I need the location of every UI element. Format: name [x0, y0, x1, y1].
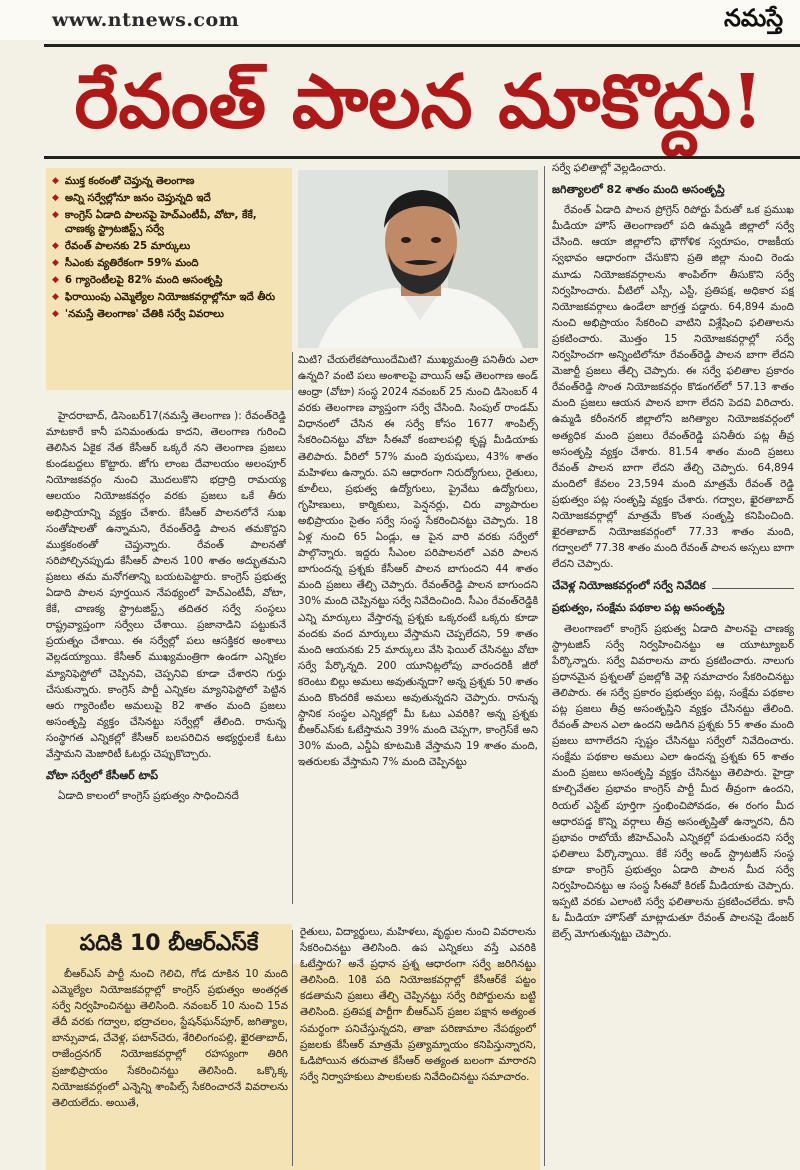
headline-rule — [44, 156, 800, 159]
highlight-text: సీఎంకు వ్యతిరేకంగా 59% మంది — [64, 257, 199, 269]
chief-minister-photo — [298, 170, 538, 348]
diamond-bullet-icon: ◆ — [52, 309, 59, 319]
highlight-text: ముక్త కంఠంతో చెప్తున్న తెలంగాణ — [64, 175, 195, 187]
highlight-text: కాంగ్రెస్ ఏడాది పాలనపై హెచ్ఎంటీవీ, వోటా, కేకే, చాణక్య స్ట్రాటజిస్ట్స్ సర్వే — [64, 209, 257, 235]
box-title: పదికి 10 బీఆర్ఎస్‌కే — [46, 924, 292, 964]
portrait-image — [298, 170, 538, 348]
col3-subhead: చేవెళ్ల నియోజకవర్గంలో సర్వే నివేదిక — [552, 579, 706, 593]
highlight-item — [52, 208, 286, 236]
top-rule — [44, 44, 800, 47]
box-column-left — [52, 966, 288, 1168]
column-2 — [298, 352, 538, 914]
col2-paragraph: మిటి? చేయలేకపోయిందేమిటి? ముఖ్యమంత్రి పనితీరు ఎలా ఉన్నది? వంటి పలు అంశాలపై వాయిస్ ఆఫ్ తెలంగాణ అండ్ ఆంధ్రా (వోటా) సంస్థ 2024 నవంబర్ 25 నుంచి డిసెంబర్ 4 వరకు తెలంగాణ వ్యాప్తంగా సర్వే చేసింది. సింపుల్ రాండమ్ విధానంలో చేసిన ఈ సర్వే కోసం 1677 శాంపిల్స్ సేకరించినట్టు వోటా సీఈవో కంబాలపల్లి కృష్ణ మీడియాకు తెలిపారు. వీరిలో 57% మంది పురుషులు, 43% శాతం మహిళలు ఉన్నారు. పని ఆధారంగా నిరుద్యోగులు, రైతులు, కూలీలు, ప్రభుత్వ ఉద్యోగులు, ప్రైవేటు ఉద్యోగులు, గృహిణులు, కార్మికులు, పెన్షనర్లు, చిరు వ్యాపారుల అభిప్రాయం సైతం సర్వే సంస్థ సేకరించినట్టు చెప్పారు. 18 ఏళ్ల నుంచి 65 ఏండ్లు, ఆ పైన వారి వరకు సర్వేలో పాల్గొన్నారు. ఇద్దరు సీఎంల పరిపాలనలో ఎవరి పాలన బాగుందన్న ప్రశ్నకు కేసీఆర్ పాలన బాగుందని 44 శాతం మంది ప్రజలు తేల్చి చెప్పారు. రేవంత్‌రెడ్డి పాలన బాగుందని 30% మంది చెప్పినట్టు సర్వే నివేదించింది. సీఎం రేవంత్‌రెడ్డికి ఎన్ని మార్కులు వేస్తారన్న ప్రశ్నకు ఒక్కరంటే ఒక్కరు కూడా వందకు వంద మార్కులు వేస్తామని చెప్పలేదని, 59 శాతం మంది ఆయనకు 25 మార్కులు వేసి ఫెయిల్ చేసినట్టు వోటా సర్వే పేర్కొన్నది. 200 యూనిట్లలోపు వారందరికీ జీరో కరెంటు బిల్లు అమలు అవుతున్నదా? అన్న ప్రశ్నకు 50 శాతం మంది కొందరికే అమలు అవుతున్నదని చెప్పారు. రానున్న స్థానిక సంస్థల ఎన్నికల్లో మీ ఓటు ఎవరికి? అన్న ప్రశ్నకు బీఆర్ఎస్‌కు ఓటేస్తామని 39% మంది చెప్పగా, కాంగ్రెస్‌కే అని 30% మంది, ఎన్డీఏ కూటమికి వేస్తామని 19 శాతం మంది, ఇతరులకు వేస్తామని 7% మంది చెప్పినట్టు — [298, 354, 538, 769]
diamond-bullet-icon: ◆ — [52, 275, 59, 285]
highlight-text: ఫిరాయింపు ఎమ్మెల్యేల నియోజకవర్గాల్లోనూ ఇదే తీరు — [64, 291, 276, 303]
highlight-item — [52, 239, 286, 253]
box-divider — [292, 930, 293, 1166]
site-url[interactable]: www.ntnews.com — [52, 9, 240, 31]
highlight-text: అన్ని సర్వేల్లోనూ జనం చెప్తున్నది ఇదే — [64, 192, 211, 204]
col3-text: రేవంత్ ఏడాది పాలన ప్రోగ్రెస్ రిపోర్టు పేరుతో ఒక ప్రముఖ మీడియా హౌస్ తెలంగాణలో పది ఉమ్మడి జిల్లాలో సర్వే చేసింది. ఆయా జిల్లాలోని భౌగోళిక స్వరూపం, రాజకీయ స్వభావం ఆధారంగా చేసుకొని ప్రతి జిల్లా నుంచి రెండు మూడు నియోజకవర్గాలను శాంపిల్‌గా తీసుకొని సర్వే నిర్వహించారు. వీటిలో ఎస్సీ, ఎస్టీ, ప్రతిపక్ష, అధికార పక్ష నియోజకవర్గాలు ఉండేలా జాగ్రత్త పడ్డారు. 64,894 మంది నుంచి అభిప్రాయం సేకరించి వాటిని విశ్లేషించి ఫలితాలను ప్రకటించారు. మొత్తం 15 నియోజకవర్గాల్లో సర్వే నిర్వహించగా అన్నింటిలోనూ రేవంత్‌రెడ్డి పాలన బాగా లేదని మెజార్టీ ప్రజలు తేల్చి చెప్పారు. ఈ సర్వే ఫలితాల ప్రకారం రేవంత్‌రెడ్డి సొంత నియోజకవర్గం కొడంగల్‌లో 57.13 శాతం మంది ప్రజలు ఆయన పాలన బాగా లేదని పెదవి విరిచారు. ఉమ్మడి కరీంనగర్ జిల్లాలోని జగిత్యాల నియోజకవర్గంలో అత్యధిక మంది ప్రజలు రేవంత్‌రెడ్డి పనితీరు పట్ల తీవ్ర అసంతృప్తి వ్యక్తం చేశారు. 81.54 శాతం మంది ప్రజలు రేవంత్ పాలన బాగా లేదని తేల్చి చెప్పారు. 64,894 మందిలో కేవలం 23,594 మంది మాత్రమే రేవంత్ రెడ్డి ప్రభుత్వం పట్ల సంతృప్తి వ్యక్తం చేశారు. గద్వాల, ఖైరతాబాద్ నియోజకవర్గాల్లో మాత్రమే కొంత సంతృప్తి కనిపించింది. ఖైరతాబాద్ నియోజకవర్గంలో 77.33 శాతం మంది, గద్వాలలో 77.38 శాతం మంది రేవంత్ పాలన అస్సలు బాగా లేదని చెప్పారు. — [552, 204, 794, 571]
highlight-text: 'నమస్తే తెలంగాణ' చేతికి సర్వే వివరాలు — [64, 308, 224, 320]
highlight-item — [52, 307, 286, 321]
highlights-box — [46, 168, 292, 390]
highlight-text: రేవంత్ పాలనకు 25 మార్కులు — [64, 240, 191, 252]
masthead-logo: నమస్తే — [724, 4, 784, 32]
col3-intro: సర్వే ఫలితాల్లో వెల్లడించారు. — [552, 162, 666, 174]
col1-subhead: వోటా సర్వేలో కేసీఆర్ టాప్ — [46, 769, 159, 783]
column-1 — [46, 408, 286, 924]
col3-subhead: జగిత్యాలలో 82 శాతం మంది అసంతృప్తి — [552, 183, 725, 197]
highlight-item — [52, 191, 286, 205]
box-text-left: బీఆర్ఎస్ పార్టీ నుంచి గెలిచి, గోడ దూకిన 10 మంది ఎమ్మెల్యేల నియోజకవర్గాల్లో కాంగ్రెస్ ప్రభుత్వం అంతర్గత సర్వే నిర్వహించినట్టు తెలిసింది. నవంబర్ 10 నుంచి 15వ తేదీ వరకు గద్వాల, భద్రాచలం, స్టేషన్‌ఘన్‌పూర్, జగిత్యాల, బాన్సువాడ, చేవెళ్ల, పటాన్‌చెరు, శేరిలింగంపల్లి, ఖైరతాబాద్, రాజేంద్రనగర్ నియోజకవర్గాల్లో రహస్యంగా తిరిగి ప్రజాభిప్రాయం సేకరించినట్టు తెలిసింది. ఒక్కొక్క నియోజకవర్గంలో ఎన్నెన్ని శాంపిల్స్ సేకరించారనే వివరాలను తెలియలేదు. అయితే, — [52, 968, 288, 1109]
column-divider — [292, 352, 293, 904]
highlight-text: 6 గ్యారెంటీలపై 82% మంది అసంతృప్తి — [64, 274, 223, 286]
col1-paragraph: హైదరాబాద్, డిసెంబర్17(నమస్తే తెలంగాణ ): రేవంత్‌రెడ్డి మాటకారే కానీ పనిమంతుడు కాదని, తెలంగాణ గురించి తెలిసిన ఏకైక నేత కేసీఆర్ ఒక్కరే నని తెలంగాణ ప్రజలు కుండబద్దలు కొట్టారు. జోగు లాంబ దేవాలయం అలంపూర్ నియోజకవర్గం నుంచి మొదలుకొని భద్రాద్రి రామయ్య ఆలయం నియోజకవర్గం వరకు ప్రజలు ఒకే తీరు అభిప్రాయాన్ని వ్యక్తం చేశారు. కేసీఆర్ పాలనలోనే సుఖ సంతోషాలతో ఉన్నామని, రేవంత్‌రెడ్డి పాలన తమకొద్దని ముక్తకంఠంతో చెప్తున్నారు. రేవంత్ పాలనతో సరిపోల్చినప్పుడు కేసీఆర్ పాలన 100 శాతం అద్భుతమని ప్రజలు తమ మనోగతాన్ని బయటపెట్టారు. కాంగ్రెస్ ప్రభుత్వ ఏడాది పాలన పూర్తయిన నేపథ్యంలో హెచ్ఎంటీవీ, వోటా, కేకే, చాణక్య స్ట్రాటజిస్ట్స్ తదితర సర్వే సంస్థలు రాష్ట్రవ్యాప్తంగా సర్వేలు చేశాయి. ప్రజానాడిని పట్టుకునే ప్రయత్నం చేశాయి. ఈ సర్వేల్లో పలు ఆసక్తికర అంశాలు వెల్లడయ్యాయి. కేసీఆర్ ముఖ్యమంత్రిగా ఉండగా ఎన్నికల మ్యానిఫెస్టోలో చెప్పినవి, చెప్పనివి కూడా చేశారని గుర్తు చేసుకున్నారు. కాంగ్రెస్ పార్టీ ఎన్నికల మ్యానిఫెస్టోలో పెట్టిన ఆరు గ్యారెంటీల అమలుపై 82 శాతం మంది ప్రజలు అసంతృప్తి వ్యక్తం చేసినట్టు సర్వేల్లో తేలింది. రానున్న సంస్థాగత ఎన్నికల్లో కేసీఆర్ బలపరిచిన అభ్యర్థులకే ఓటు వేస్తామని మెజారిటీ ఓటర్లు చెప్పుకొచ్చారు. — [46, 410, 286, 760]
diamond-bullet-icon: ◆ — [52, 193, 59, 203]
headline: రేవంత్ పాలన మాకొద్దు! — [74, 59, 764, 145]
highlight-item — [52, 256, 286, 270]
col3-text: తెలంగాణలో కాంగ్రెస్ ప్రభుత్వ ఏడాది పాలనపై చాణక్య స్ట్రాటజిస్ సర్వే నిర్వహించినట్టు ఆ యూట్యూబర్ పేర్కొన్నారు. సర్వే వివరాలను వారు ప్రకటించారు. నాలుగు ప్రధానమైన ప్రశ్నలతో ప్రజల్లోకి వెళ్లి సమాచారం సేకరించినట్టు తెలిపారు. ఈ సర్వే ప్రకారం ప్రభుత్వం పట్ల, సంక్షేమ పథకాల పట్ల ప్రజలు తీవ్ర అసంతృప్తిని వ్యక్తం చేసినట్టు తేలింది. రేవంత్ పాలన ఎలా ఉందని అడిగిన ప్రశ్నకు 55 శాతం మంది ప్రజలు బాగాలేదని స్పష్టం చేసినట్టు సర్వేలో నివేదించారు. సంక్షేమ పథకాల అమలు ఎలా ఉందన్న ప్రశ్నకు 65 శాతం మంది ప్రజలు అసంతృప్తి వ్యక్తం చేసినట్టు తెలిపారు. హైడ్రా కూల్చివేతల ప్రభావం కాంగ్రెస్ పార్టీ మీద తీవ్రంగా ఉందని, రియల్ ఎస్టేట్ పూర్తిగా స్తంభించిపోవడం, ఈ రంగం మీద ఆధారపడ్డ కొన్ని వర్గాలు తీవ్ర అసంతృప్తితో ఉన్నారని, దీని ప్రభావం రాబోయే జీహెచ్ఎంసీ ఎన్నికల్లో పడుతుందని సర్వే ఫలితాలు పేర్కొన్నాయి. కేకే సర్వే అండ్ స్ట్రాటజీస్ సంస్థ కూడా కాంగ్రెస్ ప్రభుత్వం ఏడాది పాలన మీద సర్వే నిర్వహించినట్టు ఆ సంస్థ సీఈవో కిరణ్ మీడియాకు చెప్పారు. ఇప్పటి వరకు ఎలాంటి సర్వే ఫలితాలను ప్రకటించలేదు. కానీ ఓ మీడియా హౌస్‌తో మాట్లాడుతూ రేవంత్ పాలనపై డేంజర్ బెల్స్ మోగుతున్నట్టు చెప్పారు. — [552, 622, 794, 941]
highlight-item — [52, 273, 286, 287]
column-3 — [552, 160, 794, 1166]
diamond-bullet-icon: ◆ — [52, 176, 59, 186]
box-text-right: రైతులు, విద్యార్థులు, మహిళలు, వృద్ధుల నుంచి వివరాలను సేకరించినట్టు తెలిసింది. ఉప ఎన్నికలు వస్తే ఎవరికి ఓటేస్తారు? అనే ప్రధాన ప్రశ్న ఆధారంగా సర్వే జరిగినట్టు తెలిసింది. 10కి పది నియోజకవర్గాల్లో కేసీఆర్‌కే పట్టం కడతామని ప్రజలు తేల్చి చెప్పినట్టు సర్వే రిపోర్టులను బట్టి తెలిసింది. ప్రతిపక్ష పార్టీగా బీఆర్ఎస్ ప్రజల పక్షాన అత్యంత సమర్థంగా పనిచేస్తున్నదని, తాజా పరిణామాల నేపథ్యంలో ప్రజలకు కేసీఆర్ మాత్రమే ప్రత్యామ్నాయం కనిపిస్తున్నారని, ఓడిపోయిన తరువాత కేసీఆర్ అత్యంత బలంగా మారారని సర్వే నిర్వాహకులు పాలకులకు నివేదించినట్టు సమాచారం. — [300, 926, 536, 1083]
col1-after: ఏడాది కాలంలో కాంగ్రెస్ ప్రభుత్వం సాధించినదే — [58, 790, 239, 803]
diamond-bullet-icon: ◆ — [52, 241, 59, 251]
col3-subhead-rule — [552, 578, 794, 594]
page-header — [0, 0, 800, 40]
box-column-right — [300, 924, 536, 1168]
diamond-bullet-icon: ◆ — [52, 258, 59, 268]
subhead-underline — [712, 588, 794, 589]
highlight-item — [52, 174, 286, 188]
col3-subhead: ప్రభుత్వం, సంక్షేమ పథకాల పట్ల అసంతృప్తి — [552, 602, 725, 615]
diamond-bullet-icon: ◆ — [52, 210, 59, 220]
diamond-bullet-icon: ◆ — [52, 292, 59, 302]
column-divider — [544, 166, 545, 1166]
highlight-item — [52, 290, 286, 304]
